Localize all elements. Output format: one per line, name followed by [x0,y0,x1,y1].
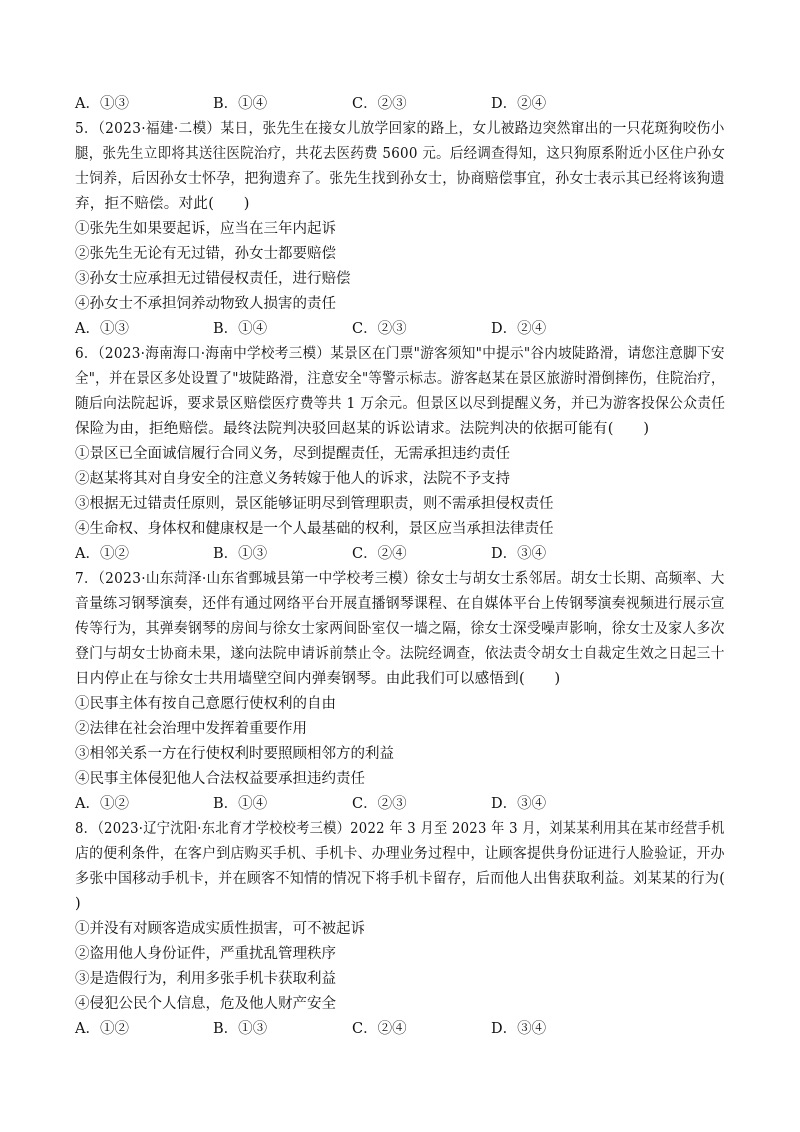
q4-choice-c[interactable]: C．②③ [352,96,407,112]
q4-choices [75,92,725,116]
q5-stem-line: 弃，拒不赔偿。对此( ) [75,196,250,212]
q7-choice-a[interactable]: A．①② [75,796,129,812]
q7-option-2: ②法律在社会治理中发挥着重要作用 [75,721,307,737]
q6-choice-a[interactable]: A．①② [75,546,129,562]
q7-option-4: ④民事主体侵犯他人合法权益要承担违约责任 [75,771,365,787]
q4-choice-a[interactable]: A．①③ [75,96,129,112]
q5-choice-b[interactable]: B．①④ [213,321,268,337]
q8-stem-line: 多张中国移动手机卡，并在顾客不知情的情况下将手机卡留存，后而他人出售获取利益。刘某某的行为( [75,871,725,887]
q8-stem-line: 8．（2023·辽宁沈阳·东北育才学校校考三模）2022 年 3 月至 2023 年 3 月，刘某某利用其在某市经营手机 [75,821,725,837]
q5-choice-c[interactable]: C．②③ [352,321,407,337]
q7-stem-line: 7．（2023·山东菏泽·山东省鄄城县第一中学校考三模）徐女士与胡女士系邻居。胡女士长期、高频率、大 [75,571,725,587]
q5-choice-d[interactable]: D．②④ [491,321,547,337]
q6-option-4: ④生命权、身体权和健康权是一个人最基础的权利，景区应当承担法律责任 [75,521,554,537]
q5-option-4: ④孙女士不承担饲养动物致人损害的责任 [75,296,336,312]
q8-option-1: ①并没有对顾客造成实质性损害，可不被起诉 [75,921,365,937]
q8-option-2: ②盗用他人身份证件，严重扰乱管理秩序 [75,946,336,962]
q8-choices [75,1017,725,1041]
q6-option-1: ①景区已全面诚信履行合同义务，尽到提醒责任，无需承担违约责任 [75,446,510,462]
q8-choice-d[interactable]: D．③④ [491,1021,547,1037]
q7-choices [75,792,725,816]
q6-choice-b[interactable]: B．①③ [213,546,268,562]
q5-stem-line: 5．（2023·福建·二模）某日，张先生在接女儿放学回家的路上，女儿被路边突然窜出的一只花斑狗咬伤小 [75,121,725,137]
q8-choice-c[interactable]: C．②④ [352,1021,407,1037]
q4-choice-d[interactable]: D．②④ [491,96,547,112]
q6-choices [75,542,725,566]
q5-choices [75,317,725,341]
q7-option-3: ③相邻关系一方在行使权利时要照顾相邻方的利益 [75,746,394,762]
q8-option-4: ④侵犯公民个人信息，危及他人财产安全 [75,996,336,1012]
q4-choice-b[interactable]: B．①④ [213,96,268,112]
q7-choice-d[interactable]: D．③④ [491,796,547,812]
q5-choice-a[interactable]: A．①③ [75,321,129,337]
q5-option-1: ①张先生如果要起诉，应当在三年内起诉 [75,221,336,237]
q7-choice-b[interactable]: B．①④ [213,796,268,812]
q8-stem-line: ) [75,896,81,912]
q7-stem-line: 音量练习钢琴演奏，还伴有通过网络平台开展直播钢琴课程、在自媒体平台上传钢琴演奏视频进行展示宣 [75,596,725,612]
q5-stem-line: 腿，张先生立即将其送往医院治疗，共花去医药费 5600 元。后经调查得知，这只狗原系附近小区住户孙女 [75,146,726,162]
q7-stem-line: 传等行为，其弹奏钢琴的房间与徐女士家两间卧室仅一墙之隔，徐女士深受噪声影响，徐女士及家人多次 [75,621,725,637]
q7-stem-line: 登门与胡女士协商未果，遂向法院申请诉前禁止令。法院经调查，依法责令胡女士自裁定生效之日起三十 [75,646,725,662]
q8-stem-line: 店的便利条件，在客户到店购买手机、手机卡、办理业务过程中，让顾客提供身份证进行人脸验证，开办 [75,846,725,862]
q6-option-3: ③根据无过错责任原则，景区能够证明尽到管理职责，则不需承担侵权责任 [75,496,554,512]
q6-stem-line: 保险为由，拒绝赔偿。最终法院判决驳回赵某的诉讼请求。法院判决的依据可能有( ) [75,421,650,437]
q6-stem-line: 6．（2023·海南海口·海南中学校考三模）某景区在门票"游客须知"中提示"谷内坡陡路滑，请您注意脚下安 [75,346,725,362]
q6-choice-c[interactable]: C．②④ [352,546,407,562]
q6-choice-d[interactable]: D．③④ [491,546,547,562]
q5-stem-line: 士饲养，后因孙女士怀孕，把狗遗弃了。张先生找到孙女士，协商赔偿事宜，孙女士表示其已经将该狗遗 [75,171,725,187]
q8-choice-b[interactable]: B．①③ [213,1021,268,1037]
q7-option-1: ①民事主体有按自己意愿行使权利的自由 [75,696,336,712]
q8-choice-a[interactable]: A．①② [75,1021,129,1037]
q6-option-2: ②赵某将其对自身安全的注意义务转嫁于他人的诉求，法院不予支持 [75,471,510,487]
q5-option-2: ②张先生无论有无过错，孙女士都要赔偿 [75,246,336,262]
q5-option-3: ③孙女士应承担无过错侵权责任，进行赔偿 [75,271,351,287]
q6-stem-line: 全"，并在景区多处设置了"坡陡路滑，注意安全"等警示标志。游客赵某在景区旅游时滑倒摔伤，住院治疗， [75,371,725,387]
q6-stem-line: 随后向法院起诉，要求景区赔偿医疗费等共 1 万余元。但景区以尽到提醒义务，并已为游客投保公众责任 [75,396,726,412]
q7-choice-c[interactable]: C．②③ [352,796,407,812]
q7-stem-line: 日内停止在与徐女士共用墙壁空间内弹奏钢琴。由此我们可以感悟到( ) [75,671,561,687]
q8-option-3: ③是造假行为，利用多张手机卡获取利益 [75,971,336,987]
